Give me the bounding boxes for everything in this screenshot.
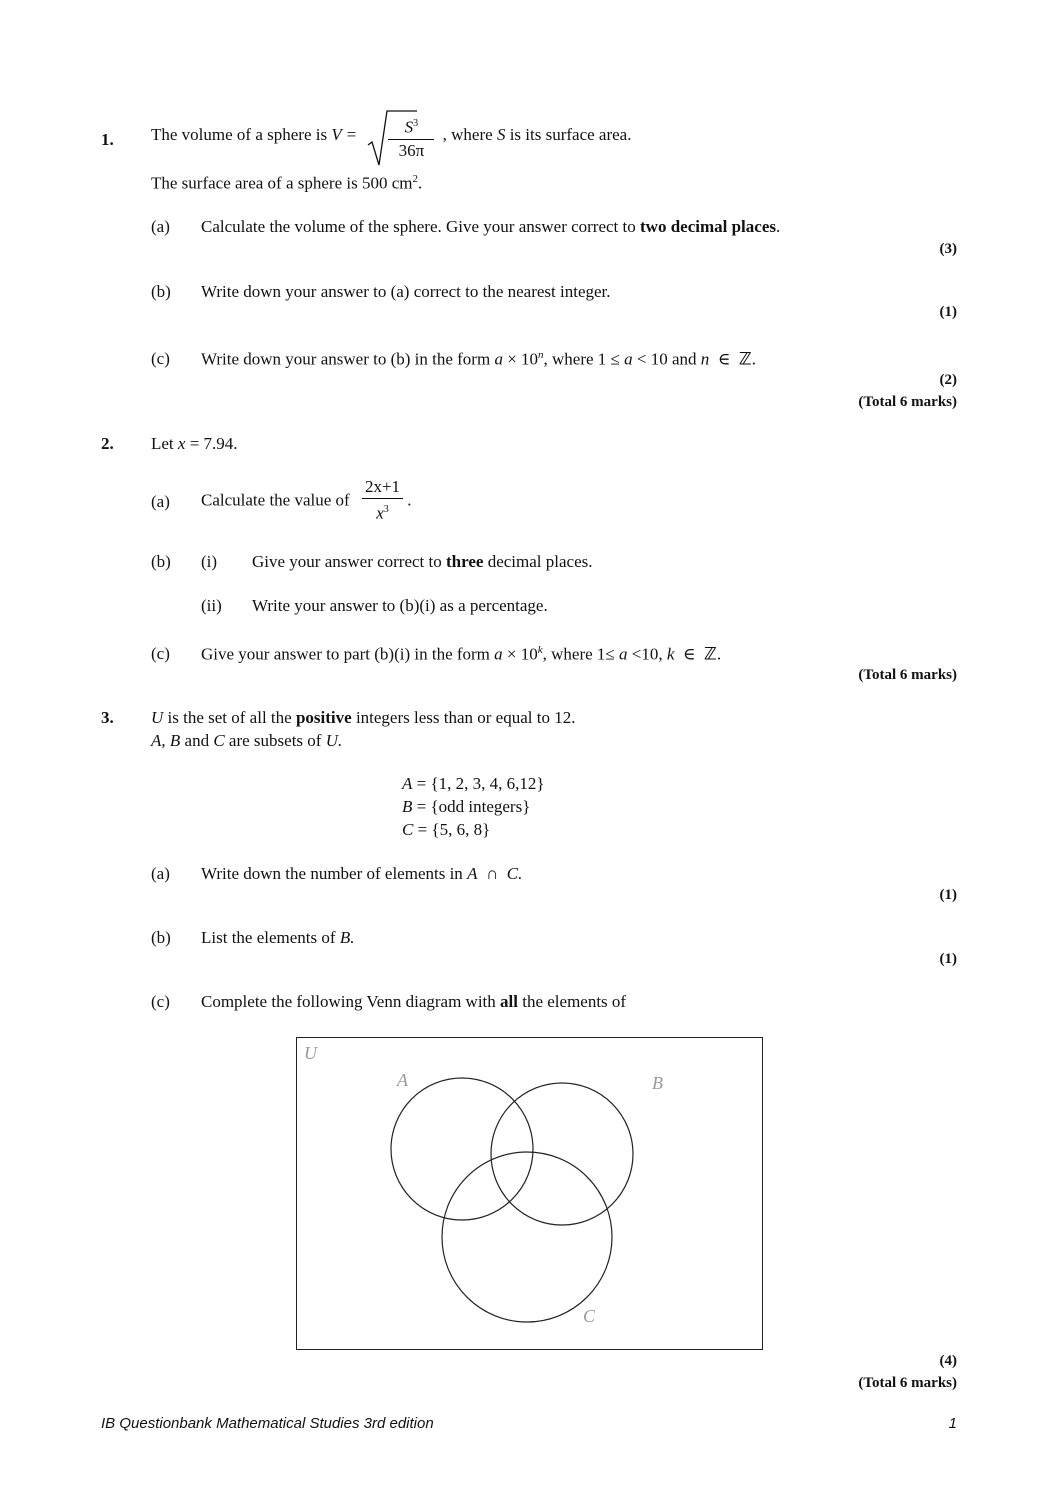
q3-set-a-value: = {1, 2, 3, 4, 6,12} xyxy=(416,774,545,793)
q1c-text-a: Write down your answer to (b) in the form xyxy=(201,349,491,369)
q2c-end: . xyxy=(716,644,722,664)
q1c-text xyxy=(201,349,756,370)
q1c-end: . xyxy=(751,349,756,369)
q2c-k-var: k xyxy=(666,644,675,664)
q1-surface-area-line xyxy=(151,173,422,194)
q2b-i-text-a: Give your answer correct to xyxy=(252,552,442,571)
q1-sqrt-numerator: S xyxy=(404,117,414,137)
q2-intro-let: Let xyxy=(151,434,174,453)
footer-page-number: 1 xyxy=(948,1415,957,1432)
q3c-marks: (4) xyxy=(939,1353,957,1369)
q2c-element-of: ∈ xyxy=(682,644,696,664)
q3a-a-var: A xyxy=(467,864,478,883)
q1c-text-c: < 10 and xyxy=(636,349,697,369)
q1a-text-main: Calculate the volume of the sphere. Give your answer correct to xyxy=(201,217,636,236)
q2c-text-a: Give your answer to part (b)(i) in the form xyxy=(201,644,490,664)
q2c-integers-symbol: ℤ xyxy=(704,644,717,665)
q1-sqrt-formula xyxy=(367,109,434,161)
q1c-element-of: ∈ xyxy=(717,349,731,369)
q3c-text xyxy=(201,992,626,1012)
question-3-line2 xyxy=(151,731,342,751)
q1-surface-text: The surface area of a sphere is 500 cm xyxy=(151,173,413,193)
q3b-label: (b) xyxy=(151,928,171,947)
q3-total-marks: (Total 6 marks) xyxy=(858,1375,957,1391)
q2b-i-text xyxy=(252,552,593,572)
q3b-marks: (1) xyxy=(939,951,957,967)
q2a-fraction-denominator: x xyxy=(376,503,384,523)
q3-line2-c: C xyxy=(213,731,225,750)
q1a-marks: (3) xyxy=(939,241,957,257)
q3-line2-u: U. xyxy=(325,731,343,750)
q2a-text-main: Calculate the value of xyxy=(201,490,350,510)
q3a-c-var: C. xyxy=(506,864,523,883)
q1-surface-end: . xyxy=(417,173,423,193)
q3a-intersection-symbol: ∩ xyxy=(485,864,499,883)
q3-intro-bold: positive xyxy=(295,708,352,727)
q3a-label: (a) xyxy=(151,864,170,883)
q3-u-var: U xyxy=(151,708,164,727)
q2a-end: . xyxy=(407,490,412,510)
sqrt-sign-icon xyxy=(367,109,417,167)
q3-set-c xyxy=(402,820,490,840)
question-1-intro xyxy=(151,109,631,161)
q2-total-marks: (Total 6 marks) xyxy=(858,667,957,683)
q3a-text xyxy=(201,864,522,884)
venn-label-u: U xyxy=(304,1043,317,1063)
q2c-text-b: , where 1≤ xyxy=(542,644,615,664)
venn-diagram xyxy=(296,1037,763,1350)
q1c-a-var: a xyxy=(494,349,503,369)
q2c-label: (c) xyxy=(151,644,170,663)
q1c-marks: (2) xyxy=(939,372,957,388)
q2a-text xyxy=(201,477,412,524)
q2b-ii-label: (ii) xyxy=(201,596,222,615)
q3c-label: (c) xyxy=(151,992,170,1011)
venn-label-b: B xyxy=(652,1073,663,1093)
q3b-text xyxy=(201,928,354,948)
q2a-fraction-numerator: 2x+1 xyxy=(362,477,403,499)
footer-source: IB Questionbank Mathematical Studies 3rd edition xyxy=(101,1415,434,1432)
q2b-i-label: (i) xyxy=(201,552,218,571)
q2-intro-value: = 7.94. xyxy=(189,434,238,453)
q1c-integers-symbol: ℤ xyxy=(738,349,752,370)
q2c-text-c: <10, xyxy=(631,644,663,664)
q2c-a-var2: a xyxy=(619,644,628,664)
q1a-text-bold: two decimal places xyxy=(640,217,776,236)
q3c-bold: all xyxy=(500,992,518,1011)
q3-set-a-var: A xyxy=(402,774,413,793)
q1b-text: Write down your answer to (a) correct to the nearest integer. xyxy=(201,282,611,301)
q2a-fraction xyxy=(362,477,403,524)
q1c-label: (c) xyxy=(151,349,170,368)
q2b-label: (b) xyxy=(151,552,171,571)
q1a-label: (a) xyxy=(151,217,170,236)
q2b-i-bold: three xyxy=(446,552,484,571)
venn-universal-rect xyxy=(297,1038,763,1350)
q2b-i-text-b: decimal places. xyxy=(487,552,593,571)
q1c-text-b: , where 1 ≤ xyxy=(543,349,620,369)
q1-intro-where: , where xyxy=(442,124,493,144)
q1-sqrt-denominator: 36π xyxy=(398,140,425,160)
q2c-times-ten: × 10 xyxy=(506,644,538,664)
q3a-marks: (1) xyxy=(939,887,957,903)
q3c-text-b: the elements of xyxy=(522,992,627,1011)
q2b-ii-text: Write your answer to (b)(i) as a percentage. xyxy=(252,596,548,615)
q3b-b-var: B. xyxy=(339,928,355,947)
question-2-intro xyxy=(151,434,238,454)
q1-intro-end: is its surface area. xyxy=(509,124,632,144)
question-3-number: 3. xyxy=(101,708,114,727)
q2a-fraction-denominator-exp: 3 xyxy=(383,504,389,515)
q1-total-marks: (Total 6 marks) xyxy=(858,394,957,410)
q3-set-c-value: = {5, 6, 8} xyxy=(417,820,491,839)
q1b-marks: (1) xyxy=(939,304,957,320)
q2c-k-exp: k xyxy=(537,644,543,656)
q3-set-b xyxy=(402,797,530,817)
q3-set-a xyxy=(402,774,545,794)
venn-label-c: C xyxy=(583,1306,596,1326)
question-3-intro xyxy=(151,708,575,728)
q3-intro-b: integers less than or equal to 12. xyxy=(355,708,576,727)
q1-intro-text: The volume of a sphere is xyxy=(151,124,328,144)
venn-label-a: A xyxy=(397,1070,408,1090)
q1-surface-exp: 2 xyxy=(412,173,418,185)
q2-x-var: x xyxy=(177,434,186,453)
q1-sqrt-numerator-exp: 3 xyxy=(413,118,419,129)
q3-set-b-value: = {odd integers} xyxy=(416,797,531,816)
q3-set-c-var: C xyxy=(402,820,414,839)
q3-line2-ab: A, B xyxy=(151,731,181,750)
q3-intro-a: is the set of all the xyxy=(167,708,292,727)
q3b-text-main: List the elements of xyxy=(201,928,336,947)
q2c-text xyxy=(201,644,721,665)
q1c-times-ten: × 10 xyxy=(507,349,539,369)
q2a-label: (a) xyxy=(151,492,170,511)
q1c-n-var: n xyxy=(700,349,710,369)
question-2-number: 2. xyxy=(101,434,114,453)
q1-volume-symbol: V = xyxy=(331,124,358,144)
q3c-text-a: Complete the following Venn diagram with xyxy=(201,992,496,1011)
q3a-text-main: Write down the number of elements in xyxy=(201,864,463,883)
q1a-text-end: . xyxy=(776,217,781,236)
q1b-label: (b) xyxy=(151,282,171,301)
q1c-n-exp: n xyxy=(538,349,544,361)
q1c-a-var2: a xyxy=(624,349,633,369)
question-1-number: 1. xyxy=(101,130,114,149)
q3-set-b-var: B xyxy=(402,797,413,816)
q1-s-var: S xyxy=(496,124,506,144)
q3-line2-and: and xyxy=(184,731,210,750)
q1a-text xyxy=(201,217,780,237)
q2c-a-var: a xyxy=(494,644,503,664)
q3-line2-text: are subsets of xyxy=(228,731,322,750)
